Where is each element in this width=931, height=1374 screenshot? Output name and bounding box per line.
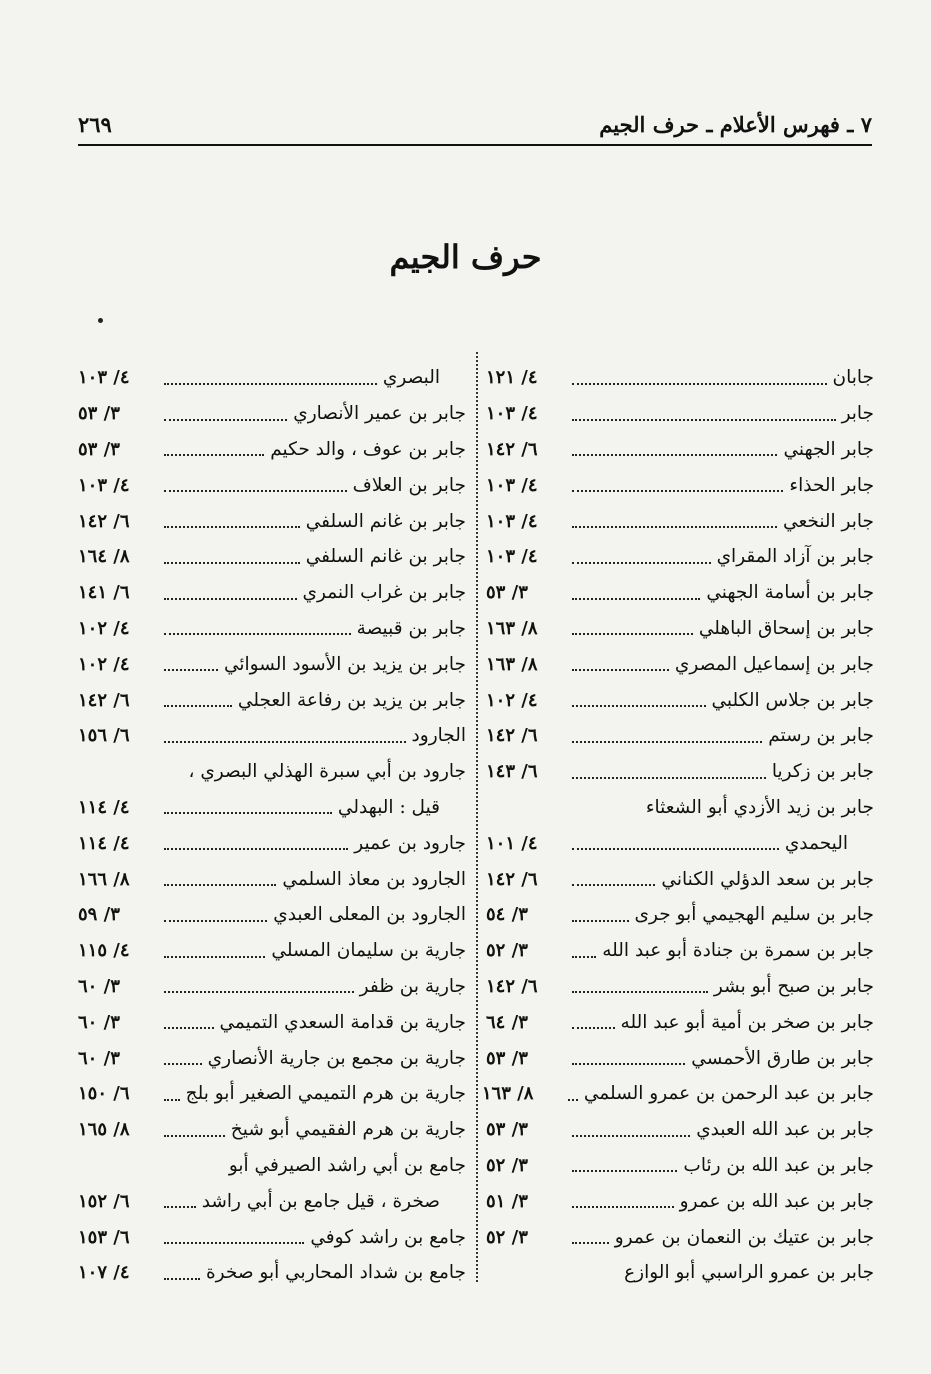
index-entry-name: جابر بن يزيد بن الأسود السوائي	[223, 653, 466, 675]
index-entry	[486, 646, 874, 682]
index-entry-name: جابر بن غانم السلفي	[305, 546, 466, 568]
index-entry-name: جابر الحذاء	[789, 474, 874, 496]
index-entry-reference: ٣/ ٥٢	[486, 1226, 528, 1248]
index-entry	[78, 682, 466, 718]
index-entry-name: البصري	[382, 367, 440, 389]
index-entry	[486, 718, 874, 754]
column-divider	[476, 352, 478, 1282]
index-entry-name: جابر بن سعد الدؤلي الكناني	[661, 868, 874, 890]
index-entry-reference: ٣/ ٥٣	[78, 403, 120, 425]
index-column-right	[481, 360, 874, 1291]
dot-leader	[164, 490, 347, 492]
index-entry-reference: ٣/ ٥٣	[486, 1119, 528, 1141]
dot-leader	[164, 1242, 304, 1244]
index-entry	[486, 933, 874, 969]
index-entry-reference: ٨/ ١٦٣	[481, 1083, 534, 1105]
index-entry	[486, 432, 874, 468]
index-entry-reference: ٦/ ١٥٦	[78, 725, 130, 747]
index-entry-reference: ٤/ ١١٤	[78, 796, 130, 818]
index-entry	[78, 611, 466, 647]
index-entry-name: جابر بن جلاس الكلبي	[711, 689, 874, 711]
index-entry-reference: ٤/ ١٠٧	[78, 1262, 130, 1284]
index-entry-name: جارية بن هرم التميمي الصغير أبو بلج	[185, 1083, 466, 1105]
dot-leader	[164, 1099, 180, 1101]
dot-leader	[164, 705, 232, 707]
index-entry-name: جابر بن عمرو الراسبي أبو الوازع	[624, 1262, 874, 1284]
index-entry	[78, 933, 466, 969]
index-entry-reference: ٤/ ١٠١	[486, 832, 538, 854]
index-entry-reference: ٦/ ١٥٣	[78, 1226, 130, 1248]
index-entry-reference: ٤/ ١٠٣	[78, 367, 130, 389]
dot-leader	[164, 383, 377, 385]
index-entry-name: جابر بن زيد الأزدي أبو الشعثاء	[645, 796, 874, 818]
index-entry	[78, 1040, 466, 1076]
dot-leader	[572, 920, 629, 922]
index-entry	[486, 682, 874, 718]
index-entry-reference: ٦/ ١٤١	[78, 582, 130, 604]
dot-leader	[164, 741, 406, 743]
index-entry-name: جابر بن زكريا	[771, 761, 874, 783]
index-entry-name: جابر بن طارق الأحمسي	[691, 1047, 874, 1069]
dot-leader	[164, 848, 348, 850]
index-entry-name: جابر بن رستم	[768, 725, 874, 747]
index-entry-reference: ٤/ ١١٥	[78, 940, 130, 962]
index-entry	[486, 396, 874, 432]
index-entry-name: جابان	[832, 367, 874, 389]
index-entry	[486, 1255, 874, 1291]
index-entry-name: جابر بن سليم الهجيمي أبو جرى	[634, 904, 874, 926]
index-entry-name: جابر بن العلاف	[352, 474, 466, 496]
index-entry-reference: ٤/ ١٠٣	[486, 474, 538, 496]
index-entry-reference: ٣/ ٦٠	[78, 1011, 120, 1033]
index-entry-name: جابر بن عوف ، والد حكيم	[270, 438, 466, 460]
index-entry	[78, 396, 466, 432]
dot-leader	[164, 884, 276, 886]
index-entry-name: جامع بن شداد المحاربي أبو صخرة	[205, 1262, 466, 1284]
index-entry-reference: ٤/ ١٠٣	[486, 546, 538, 568]
dot-leader	[572, 633, 693, 635]
index-entry-name: جارود بن أبي سبرة الهذلي البصري ،	[188, 761, 466, 783]
index-entry-name: جابر بن صخر بن أمية أبو عبد الله	[620, 1011, 874, 1033]
index-entry-reference: ٨/ ١٦٦	[78, 868, 130, 890]
index-entry-reference: ٤/ ١٠٢	[486, 689, 538, 711]
running-header	[78, 112, 872, 146]
dot-leader	[164, 1206, 196, 1208]
index-entry-reference: ٦/ ١٤٢	[486, 438, 538, 460]
dot-leader	[572, 956, 596, 958]
dot-leader	[164, 1027, 214, 1029]
index-entry	[78, 1076, 466, 1112]
index-entry	[78, 897, 466, 933]
index-entry-reference: ٣/ ٦٠	[78, 1047, 120, 1069]
dot-leader	[572, 1170, 677, 1172]
index-entry-name: قيل : البهدلي	[337, 796, 440, 818]
index-entry-name: جابر الجهني	[783, 438, 874, 460]
index-entry	[486, 1112, 874, 1148]
index-entry	[486, 1040, 874, 1076]
dot-leader	[164, 526, 300, 528]
index-entry-reference: ٣/ ٦٤	[486, 1011, 528, 1033]
index-entry-reference: ٣/ ٥٣	[486, 582, 528, 604]
index-entry	[78, 539, 466, 575]
index-entry-name: جابر بن غراب النمري	[302, 582, 466, 604]
index-entry-name: جارية بن مجمع بن جارية الأنصاري	[207, 1047, 466, 1069]
index-entry	[78, 575, 466, 611]
index-entry	[78, 503, 466, 539]
dot-leader	[572, 562, 711, 564]
dot-leader	[164, 598, 297, 600]
index-entry	[78, 825, 466, 861]
index-entry-reference: ٨/ ١٦٣	[486, 617, 538, 639]
index-entry	[486, 1148, 874, 1184]
index-entry	[486, 1004, 874, 1040]
index-entry-name: جابر بن إسماعيل المصري	[674, 653, 874, 675]
index-entry-reference: ٤/ ١١٤	[78, 832, 130, 854]
index-entry-reference: ٣/ ٥٢	[486, 1154, 528, 1176]
index-entry	[486, 825, 874, 861]
index-entry-name: الجارود بن معاذ السلمي	[282, 868, 466, 890]
dot-leader	[572, 526, 777, 528]
dot-leader	[572, 884, 655, 886]
index-entry-name: جابر بن عبد الله العبدي	[696, 1119, 874, 1141]
dot-leader	[164, 454, 264, 456]
dot-leader	[572, 741, 762, 743]
index-entry-name: جابر بن غانم السلفي	[305, 510, 466, 532]
index-entry-reference: ٦/ ١٤٢	[78, 689, 130, 711]
index-entry	[486, 611, 874, 647]
index-entry-name: جارية بن قدامة السعدي التميمي	[219, 1011, 466, 1033]
dot-leader	[164, 633, 351, 635]
dot-leader	[572, 669, 669, 671]
index-entry	[78, 1004, 466, 1040]
dot-leader	[568, 1099, 578, 1101]
index-entry-name: جابر بن إسحاق الباهلي	[698, 617, 874, 639]
index-entry-reference: ٣/ ٥٣	[78, 438, 120, 460]
index-entry	[78, 1112, 466, 1148]
stray-dot	[98, 318, 103, 323]
index-entry-reference: ٨/ ١٦٥	[78, 1119, 130, 1141]
index-entry	[78, 754, 466, 790]
index-entry-name: جامع بن أبي راشد الصيرفي أبو	[228, 1154, 466, 1176]
index-entry-reference: ٦/ ١٥٠	[78, 1083, 130, 1105]
index-entry-reference: ٦/ ١٤٢	[486, 975, 538, 997]
index-entry	[78, 969, 466, 1005]
dot-leader	[572, 991, 708, 993]
dot-leader	[164, 1278, 200, 1280]
index-entry-reference: ٦/ ١٤٢	[486, 725, 538, 747]
index-entry	[486, 861, 874, 897]
index-entry-reference: ٤/ ١٠٣	[486, 403, 538, 425]
index-entry-reference: ٣/ ٥٣	[486, 1047, 528, 1069]
dot-leader	[572, 383, 827, 385]
index-entry	[78, 1183, 466, 1219]
index-entry	[481, 1076, 874, 1112]
dot-leader	[164, 920, 267, 922]
index-entry-reference: ٦/ ١٤٢	[78, 510, 130, 532]
dot-leader	[164, 991, 354, 993]
index-entry	[78, 861, 466, 897]
index-entry-name: جارية بن هرم الفقيمي أبو شيخ	[230, 1119, 466, 1141]
dot-leader	[572, 777, 766, 779]
index-entry-name: جابر بن يزيد بن رفاعة العجلي	[237, 689, 466, 711]
dot-leader	[572, 1206, 674, 1208]
section-title: حرف الجيم	[389, 238, 542, 276]
index-entry-name: جابر بن سمرة بن جنادة أبو عبد الله	[602, 940, 874, 962]
index-entry-reference: ٣/ ٥٩	[78, 904, 120, 926]
index-entry-reference: ٤/ ١٢١	[486, 367, 538, 389]
index-entry-name: جارية بن ظفر	[359, 975, 466, 997]
index-entry-name: الجارود	[411, 725, 466, 747]
index-entry-reference: ٣/ ٥١	[486, 1190, 528, 1212]
dot-leader	[572, 1242, 609, 1244]
index-entry-reference: ٦/ ١٥٢	[78, 1190, 130, 1212]
index-entry	[78, 467, 466, 503]
index-entry-name: جابر بن عبد الرحمن بن عمرو السلمي	[583, 1083, 874, 1105]
index-entry-reference: ٤/ ١٠٢	[78, 653, 130, 675]
index-entry-reference: ٨/ ١٦٤	[78, 546, 130, 568]
dot-leader	[572, 598, 700, 600]
index-entry	[486, 969, 874, 1005]
index-entry	[486, 1183, 874, 1219]
dot-leader	[572, 490, 783, 492]
index-entry-name: جارية بن سليمان المسلي	[271, 940, 466, 962]
index-entry-name: جابر بن عبد الله بن عمرو	[679, 1190, 874, 1212]
dot-leader	[164, 669, 218, 671]
index-entry-name: جابر بن عتيك بن النعمان بن عمرو	[614, 1226, 874, 1248]
dot-leader	[572, 848, 779, 850]
page-number: ٢٦٩	[78, 112, 112, 137]
index-entry-name: اليحمدي	[784, 832, 848, 854]
index-entry-reference: ٣/ ٥٢	[486, 940, 528, 962]
index-entry	[78, 646, 466, 682]
index-entry-reference: ٦/ ١٤٣	[486, 761, 538, 783]
index-entry	[486, 790, 874, 826]
dot-leader	[164, 956, 265, 958]
dot-leader	[572, 1135, 690, 1137]
index-entry	[78, 1148, 466, 1184]
index-entry-name: جابر بن عمير الأنصاري	[293, 403, 466, 425]
dot-leader	[572, 454, 777, 456]
index-entry-name: جابر النخعي	[783, 510, 874, 532]
index-entry	[78, 718, 466, 754]
index-entry	[486, 467, 874, 503]
index-entry-reference: ٨/ ١٦٣	[486, 653, 538, 675]
dot-leader	[164, 812, 332, 814]
dot-leader	[572, 1063, 685, 1065]
index-entry	[486, 575, 874, 611]
index-entry	[486, 503, 874, 539]
index-entry-name: جابر بن آزاد المقراي	[716, 546, 874, 568]
index-column-left	[78, 360, 466, 1291]
dot-leader	[164, 562, 300, 564]
index-entry-name: جابر بن صبح أبو بشر	[713, 975, 874, 997]
index-entry	[78, 360, 466, 396]
index-entry-name: جامع بن راشد كوفي	[310, 1226, 466, 1248]
index-entry	[78, 790, 466, 826]
index-entry	[78, 432, 466, 468]
index-entry-name: الجارود بن المعلى العبدي	[273, 904, 466, 926]
index-entry-name: جابر	[841, 403, 874, 425]
index-entry-reference: ٤/ ١٠٢	[78, 617, 130, 639]
index-entry-name: جارود بن عمير	[354, 832, 466, 854]
index-entry-name: جابر بن أسامة الجهني	[706, 582, 874, 604]
index-entry-reference: ٣/ ٥٤	[486, 904, 528, 926]
index-entry	[486, 360, 874, 396]
running-header-title: ٧ ـ فهرس الأعلام ـ حرف الجيم	[599, 112, 872, 137]
index-entry	[78, 1219, 466, 1255]
index-entry-reference: ٤/ ١٠٣	[486, 510, 538, 532]
dot-leader	[572, 1027, 615, 1029]
index-entry-name: جابر بن قبيصة	[356, 617, 466, 639]
dot-leader	[572, 419, 836, 421]
index-entry-reference: ٦/ ١٤٢	[486, 868, 538, 890]
dot-leader	[572, 705, 706, 707]
index-entry	[486, 1219, 874, 1255]
index-entry-name: جابر بن عبد الله بن رئاب	[683, 1154, 874, 1176]
index-entry	[486, 897, 874, 933]
dot-leader	[164, 1063, 202, 1065]
dot-leader	[164, 1135, 225, 1137]
index-entry-reference: ٣/ ٦٠	[78, 975, 120, 997]
index-entry-name: صخرة ، قيل جامع بن أبي راشد	[201, 1190, 440, 1212]
index-entry	[78, 1255, 466, 1291]
dot-leader	[164, 419, 287, 421]
index-entry-reference: ٤/ ١٠٣	[78, 474, 130, 496]
index-entry	[486, 539, 874, 575]
index-entry	[486, 754, 874, 790]
